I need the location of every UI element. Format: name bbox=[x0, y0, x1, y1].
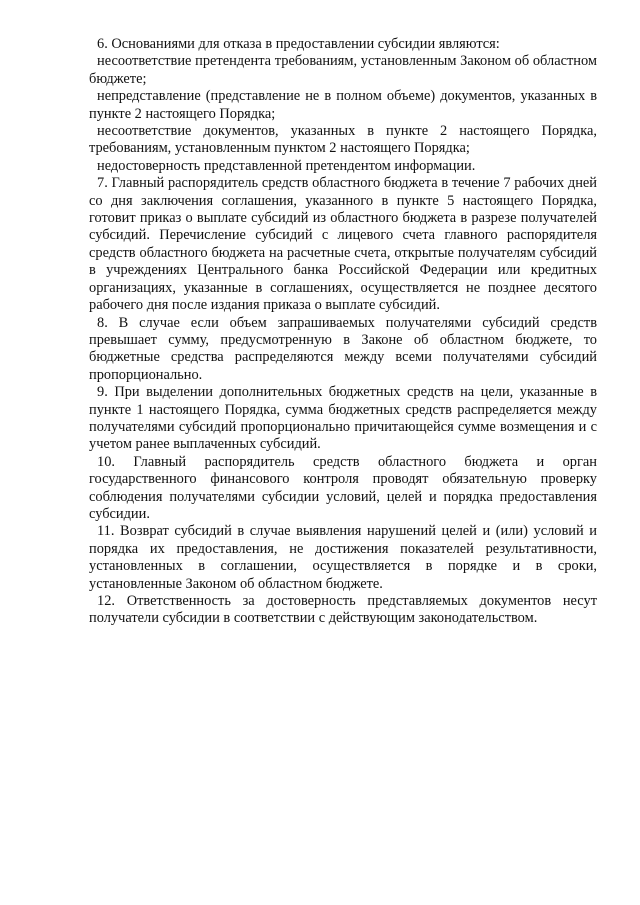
document-page bbox=[89, 36, 597, 628]
paragraph-6-item-3: несоответствие документов, указанных в пункте 2 настоящего Порядка, требованиям, установленным пунктом 2 настоящего Порядка; bbox=[89, 123, 597, 157]
paragraph-12: 12. Ответственность за достоверность представляемых документов несут получатели субсидии в соответствии с действующим законодательством. bbox=[89, 593, 597, 627]
paragraph-6: 6. Основаниями для отказа в предоставлении субсидии являются: bbox=[97, 36, 500, 52]
paragraph-7: 7. Главный распорядитель средств областного бюджета в течение 7 рабочих дней со дня заключения соглашения, указанного в пункте 5 настоящего Порядка, готовит приказ о выплате субсидий из областного бюджета в разрезе получателей субсидий. Перечисление субсидий с лицевого счета главного распорядителя средств областного бюджета на расчетные счета, открытые получателям субсидий в учреждениях Центрального банка Российской Федерации или кредитных организациях, указанные в соглашениях, осуществляется не позднее десятого рабочего дня после издания приказа о выплате субсидий. bbox=[89, 175, 597, 314]
paragraph-8: 8. В случае если объем запрашиваемых получателями субсидий средств превышает сумму, предусмотренную в Законе об областном бюджете, то бюджетные средства распределяются между всеми получателями субсидий пропорционально. bbox=[89, 314, 597, 383]
paragraph-6-item-2: непредставление (представление не в полном объеме) документов, указанных в пункте 2 настоящего Порядка; bbox=[89, 88, 597, 122]
paragraph-10: 10. Главный распорядитель средств областного бюджета и орган государственного финансового контроля проводят обязательную проверку соблюдения получателями субсидии условий, целей и порядка предоставления субсидии. bbox=[89, 453, 597, 522]
paragraph-6-item-4: недостоверность представленной претендентом информации. bbox=[97, 157, 476, 174]
paragraph-6-item-1: несоответствие претендента требованиям, установленным Законом об областном бюджете; bbox=[89, 53, 597, 87]
paragraph-11: 11. Возврат субсидий в случае выявления нарушений целей и (или) условий и порядка их предоставления, не достижения показателей результативности, установленных в соглашении, осуществляется в порядке и в сроки, установленные Законом об областном бюджете. bbox=[89, 523, 597, 592]
paragraph-9: 9. При выделении дополнительных бюджетных средств на цели, указанные в пункте 1 настоящего Порядка, сумма бюджетных средств распределяется между получателями субсидий пропорционально причитающейся сумме возмещения и с учетом ранее выплаченных субсидий. bbox=[89, 384, 597, 453]
